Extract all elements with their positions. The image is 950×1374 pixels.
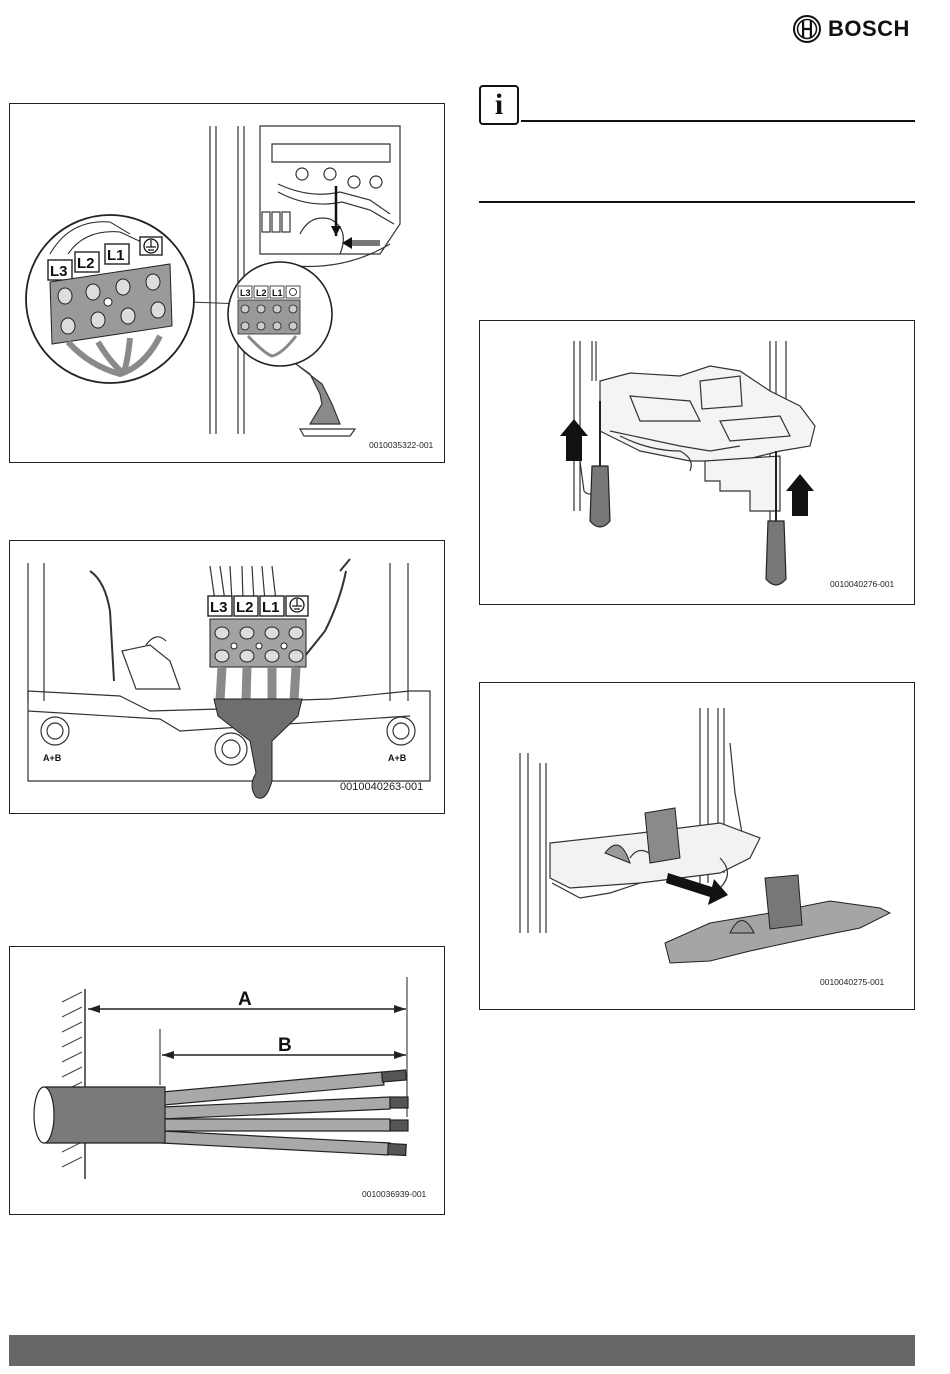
figure-id: 0010040276-001 bbox=[830, 579, 895, 589]
terminal-installed-illustration bbox=[10, 541, 444, 813]
mark-a-plus-b-left: A+B bbox=[43, 753, 62, 763]
footer-bar bbox=[9, 1335, 915, 1366]
figure-terminal-block-installed bbox=[9, 540, 445, 814]
installed-label-l1: L1 bbox=[262, 599, 280, 616]
figure-cable-stripping-dimensions bbox=[9, 946, 445, 1215]
bosch-armature-icon bbox=[792, 14, 822, 44]
closeup-small-label-l2: L2 bbox=[256, 288, 267, 298]
dimension-label-b: B bbox=[278, 1035, 292, 1056]
figure-id: 0010035322-001 bbox=[369, 440, 434, 450]
figure-terminal-block-closeup bbox=[9, 103, 445, 463]
figure-remove-cover-piece bbox=[479, 682, 915, 1010]
figure-unclip-cover-screwdrivers bbox=[479, 320, 915, 605]
info-icon: i bbox=[494, 88, 504, 121]
cable-stripping-illustration bbox=[10, 947, 444, 1214]
figure-id: 0010040275-001 bbox=[820, 977, 885, 987]
remove-cover-illustration bbox=[480, 683, 914, 1009]
figure-id: 0010040263-001 bbox=[340, 781, 424, 793]
terminal-closeup-illustration bbox=[10, 104, 444, 462]
closeup-label-l2: L2 bbox=[77, 255, 95, 272]
closeup-small-label-l3: L3 bbox=[240, 288, 251, 298]
bosch-logo bbox=[792, 14, 922, 44]
info-icon-box bbox=[479, 85, 519, 125]
mark-a-plus-b-right: A+B bbox=[388, 753, 407, 763]
info-rule-bottom bbox=[479, 201, 915, 203]
unclip-cover-illustration bbox=[480, 321, 914, 604]
brand-name: BOSCH bbox=[828, 16, 910, 41]
closeup-label-l3: L3 bbox=[50, 263, 68, 280]
figure-id: 0010036939-001 bbox=[362, 1189, 427, 1199]
installed-label-l2: L2 bbox=[236, 599, 254, 616]
closeup-small-label-l1: L1 bbox=[272, 288, 283, 298]
installed-label-l3: L3 bbox=[210, 599, 228, 616]
dimension-label-a: A bbox=[238, 989, 252, 1010]
info-rule-top bbox=[521, 120, 915, 122]
closeup-label-l1: L1 bbox=[107, 247, 125, 264]
